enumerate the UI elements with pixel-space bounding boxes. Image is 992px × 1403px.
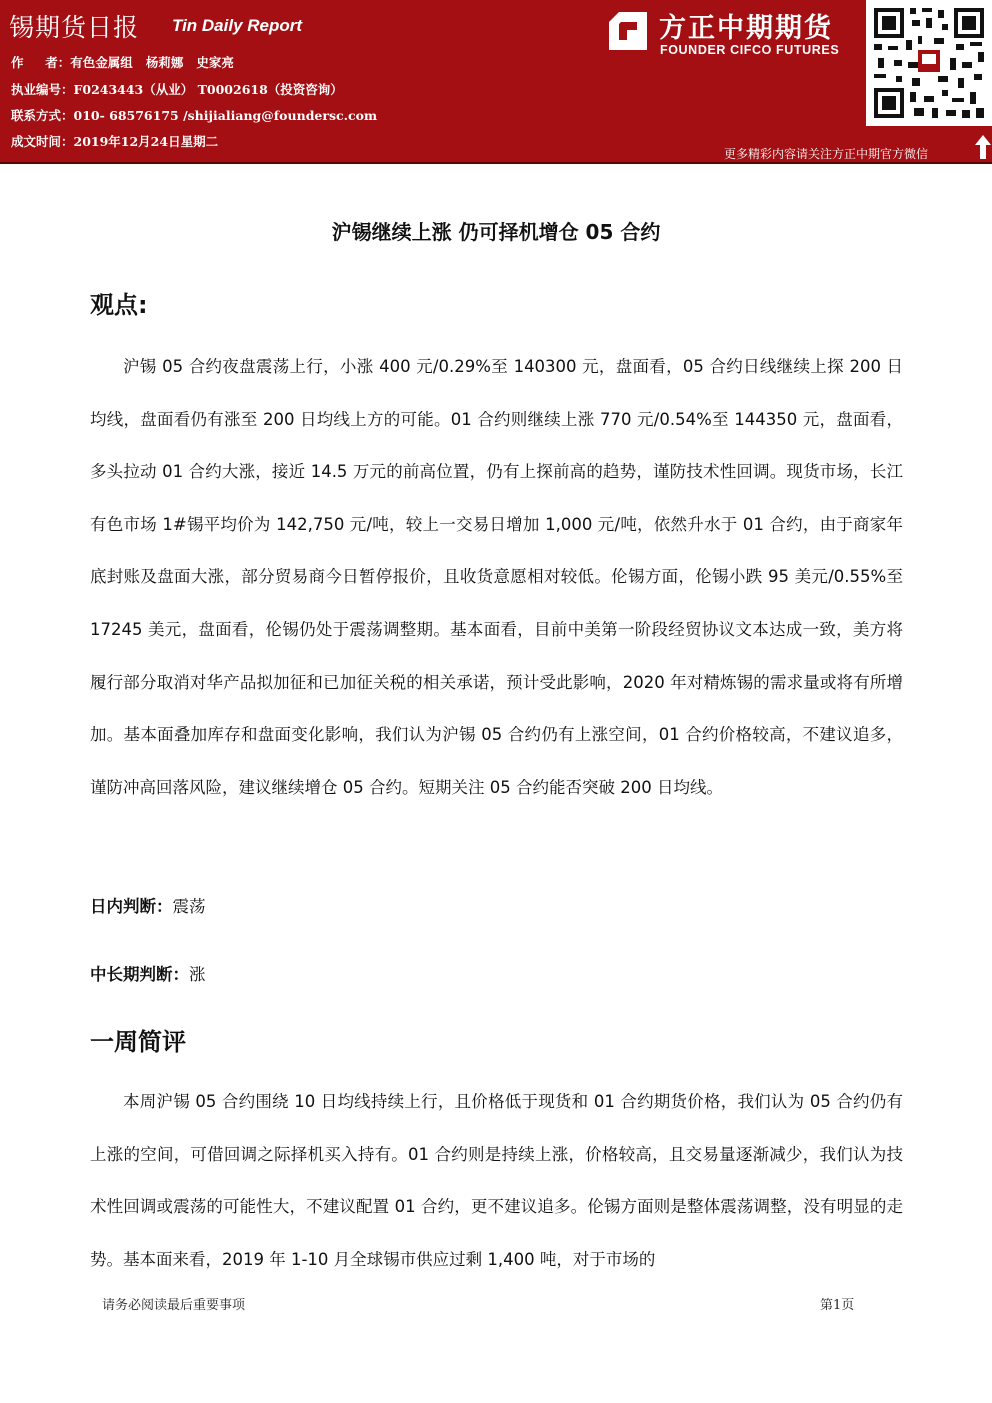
author-line: 作 者：有色金属组 杨莉娜 史家亮 [11,55,234,70]
report-title: 沪锡继续上涨 仍可择机增仓 05 合约 [331,220,661,244]
brand-name-en: FOUNDER CIFCO FUTURES [660,43,840,57]
longterm-label: 中长期判断： [90,965,189,984]
license-line: 执业编号：F0243443（从业） T0002618（投资咨询） [11,82,343,97]
report-type-title: 锡期货日报 [9,13,140,42]
footer-notice: 请务必阅读最后重要事项 [102,1298,246,1313]
weekly-paragraph: 本周沪锡 05 合约围绕 10 日均线持续上行，且价格低于现货和 01 合约期货价格，我们认为 05 合约仍有上涨的空间，可借回调之际择机买入持有。01 合约则是持续上涨，价格较高，且交易量逐渐减少，我们认为技术性回调或震荡的可能性大，不建议配置 01 合约，更不建议追多。伦锡方面则是整体震荡调整，没有明显的走势。基本面来看，2019 年 1-10 月全球锡市供应过剩 1,400 吨，对于市场的 [90,1092,903,1269]
contact-line: 联系方式：010- 68576175 /shijialiang@foundersc.com [11,108,378,123]
report-header [0,0,992,162]
date-line: 成文时间：2019年12月24日星期二 [11,134,219,149]
founder-logo-icon [607,10,649,52]
page-number: 第1页 [820,1298,855,1313]
intraday-judgment [90,893,206,917]
longterm-value: 涨 [189,965,206,984]
up-arrow-icon [974,134,992,160]
longterm-judgment [90,961,206,985]
intraday-label: 日内判断： [90,897,173,916]
view-paragraph: 沪锡 05 合约夜盘震荡上行，小涨 400 元/0.29%至 140300 元，盘面看，05 合约日线继续上探 200 日均线，盘面看仍有涨至 200 日均线上方的可能。01 合约则继续上涨 770 元/0.54%至 144350 元，盘面看，多头拉动 01 合约大涨，接近 14.5 万元的前高位置，仍有上探前高的趋势，谨防技术性回调。现货市场，长江有色市场 1#锡平均价为 142,750 元/吨，较上一交易日增加 1,000 元/吨，依然升水于 01 合约，由于商家年底封账及盘面大涨，部分贸易商今日暂停报价，且收货意愿相对较低。伦锡方面，伦锡小跌 95 美元/0.55%至 17245 美元，盘面看，伦锡仍处于震荡调整期。基本面看，目前中美第一阶段经贸协议文本达成一致，美方将履行部分取消对华产品拟加征和已加征关税的相关承诺，预计受此影响，2020 年对精炼锡的需求量或将有所增加。基本面叠加库存和盘面变化影响，我们认为沪锡 05 合约仍有上涨空间，01 合约价格较高，不建议追多，谨防冲高回落风险，建议继续增仓 05 合约。短期关注 05 合约能否突破 200 日均线。 [90,357,903,797]
header-divider [0,162,992,164]
intraday-value: 震荡 [172,897,206,916]
report-type-title-en: Tin Daily Report [172,16,303,35]
brand-name: 方正中期期货 [659,13,833,44]
view-heading: 观点: [90,291,148,319]
weekly-heading: 一周简评 [90,1028,186,1056]
qr-code-icon[interactable] [866,0,992,126]
follow-wechat-text: 更多精彩内容请关注方正中期官方微信 [724,147,929,161]
